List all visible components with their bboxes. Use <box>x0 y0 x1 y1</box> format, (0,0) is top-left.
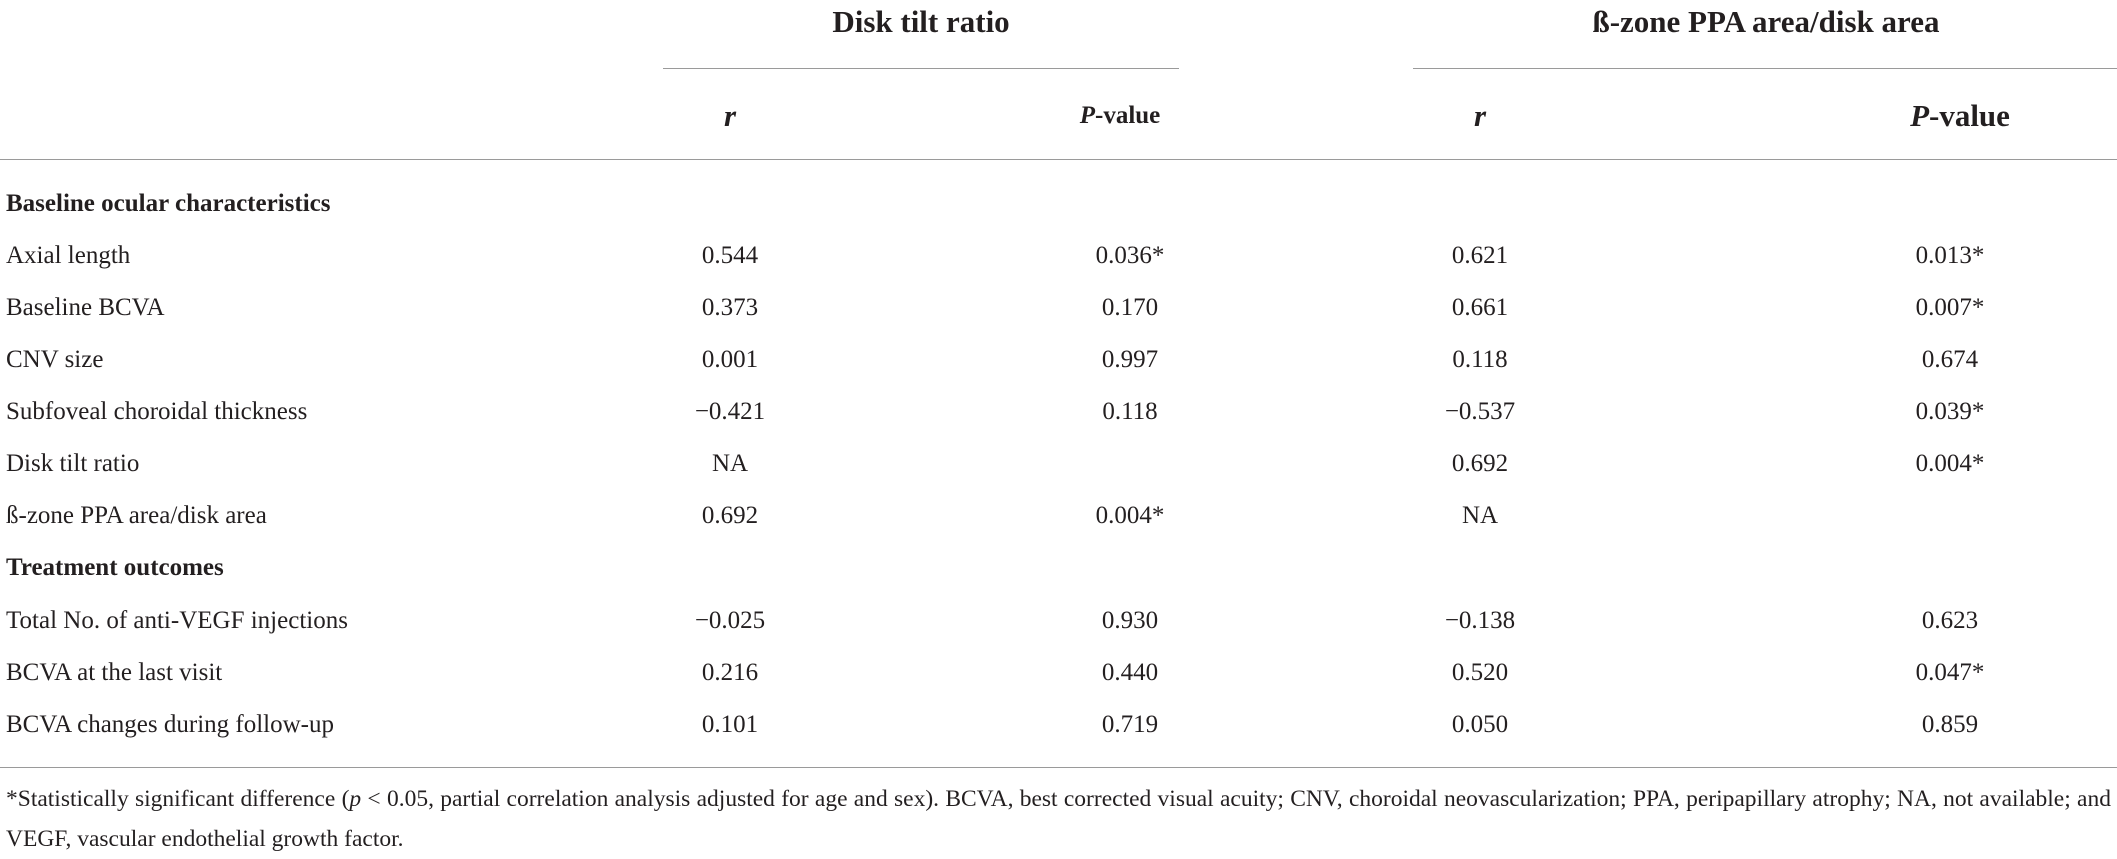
p-ppa: 0.047* <box>1915 659 1985 686</box>
r-ppa: 0.661 <box>1451 294 1509 321</box>
r-ppa: 0.520 <box>1451 659 1509 686</box>
row-label: CNV size <box>6 346 104 373</box>
footnote-p-symbol: p <box>349 786 362 812</box>
p-disk-tilt: 0.719 <box>1101 711 1159 738</box>
table-row <box>0 438 2117 490</box>
r-ppa: 0.118 <box>1452 346 1508 373</box>
group2-underline <box>1413 68 2117 69</box>
row-label: Axial length <box>6 242 131 269</box>
row-label: Baseline BCVA <box>6 294 165 321</box>
r-ppa: NA <box>1461 502 1499 529</box>
group1-underline <box>663 68 1179 69</box>
col-header-r-2 <box>1380 92 1580 140</box>
footnote-part2: < 0.05, partial correlation analysis adjusted for age and sex). BCVA, best corrected visual acuity; CNV, choroidal neovascularization; PPA, peripapillary atrophy; NA, not available; and VEGF, vascular endothelial growth factor. <box>6 786 2111 852</box>
r-disk-tilt: NA <box>711 450 749 477</box>
table-row <box>0 386 2117 438</box>
header-disk-tilt-ratio: Disk tilt ratio <box>832 4 1010 39</box>
p-disk-tilt: 0.440 <box>1101 659 1159 686</box>
r-symbol: r <box>723 98 737 133</box>
p-symbol: P <box>1910 98 1929 133</box>
pvalue-suffix: -value <box>1095 102 1161 129</box>
footnote-part1: *Statistically significant difference ( <box>6 786 350 812</box>
section-title: Treatment outcomes <box>6 554 224 581</box>
p-symbol: P <box>1079 102 1095 129</box>
table-row <box>0 647 2117 699</box>
p-ppa: 0.013* <box>1915 242 1985 269</box>
r-disk-tilt: 0.544 <box>701 242 759 269</box>
row-label: BCVA at the last visit <box>6 659 223 686</box>
r-disk-tilt: −0.421 <box>694 398 766 425</box>
r-disk-tilt: 0.216 <box>701 659 759 686</box>
p-ppa: 0.039* <box>1915 398 1985 425</box>
row-label: BCVA changes during follow-up <box>6 711 334 738</box>
r-ppa: −0.138 <box>1444 607 1516 634</box>
col-header-pvalue-2 <box>1860 92 2060 140</box>
r-disk-tilt: 0.001 <box>701 346 759 373</box>
table-row <box>0 490 2117 542</box>
p-ppa: 0.623 <box>1921 607 1979 634</box>
r-disk-tilt: 0.692 <box>701 502 759 529</box>
header-ppa-disk-area: ß-zone PPA area/disk area <box>1592 4 1940 39</box>
row-label: Disk tilt ratio <box>6 450 140 477</box>
section-heading <box>0 542 2117 594</box>
table-footnote <box>6 779 2111 859</box>
p-disk-tilt: 0.118 <box>1102 398 1158 425</box>
r-disk-tilt: 0.101 <box>701 711 759 738</box>
p-disk-tilt: 0.004* <box>1095 502 1165 529</box>
p-disk-tilt: 0.997 <box>1101 346 1159 373</box>
pvalue-suffix: -value <box>1929 98 2010 133</box>
col-header-r-1 <box>630 92 830 140</box>
table-row <box>0 334 2117 386</box>
r-ppa: 0.621 <box>1451 242 1509 269</box>
table-row <box>0 595 2117 647</box>
row-label: Subfoveal choroidal thickness <box>6 398 308 425</box>
p-ppa: 0.859 <box>1921 711 1979 738</box>
section-title: Baseline ocular characteristics <box>6 190 331 217</box>
table-row <box>0 699 2117 751</box>
p-ppa: 0.004* <box>1915 450 1985 477</box>
section-heading <box>0 178 2117 230</box>
p-ppa: 0.674 <box>1921 346 1979 373</box>
r-symbol: r <box>1473 98 1487 133</box>
p-disk-tilt: 0.036* <box>1095 242 1165 269</box>
p-disk-tilt: 0.170 <box>1101 294 1159 321</box>
r-ppa: 0.050 <box>1451 711 1509 738</box>
row-label: ß-zone PPA area/disk area <box>6 502 267 529</box>
header-bottom-rule <box>0 159 2117 160</box>
table-row <box>0 282 2117 334</box>
table-bottom-rule <box>0 767 2117 768</box>
p-ppa: 0.007* <box>1915 294 1985 321</box>
col-header-pvalue-1 <box>1020 92 1220 140</box>
row-label: Total No. of anti-VEGF injections <box>6 607 348 634</box>
r-ppa: −0.537 <box>1444 398 1516 425</box>
r-disk-tilt: −0.025 <box>694 607 766 634</box>
p-disk-tilt: 0.930 <box>1101 607 1159 634</box>
table-row <box>0 230 2117 282</box>
r-ppa: 0.692 <box>1451 450 1509 477</box>
r-disk-tilt: 0.373 <box>701 294 759 321</box>
